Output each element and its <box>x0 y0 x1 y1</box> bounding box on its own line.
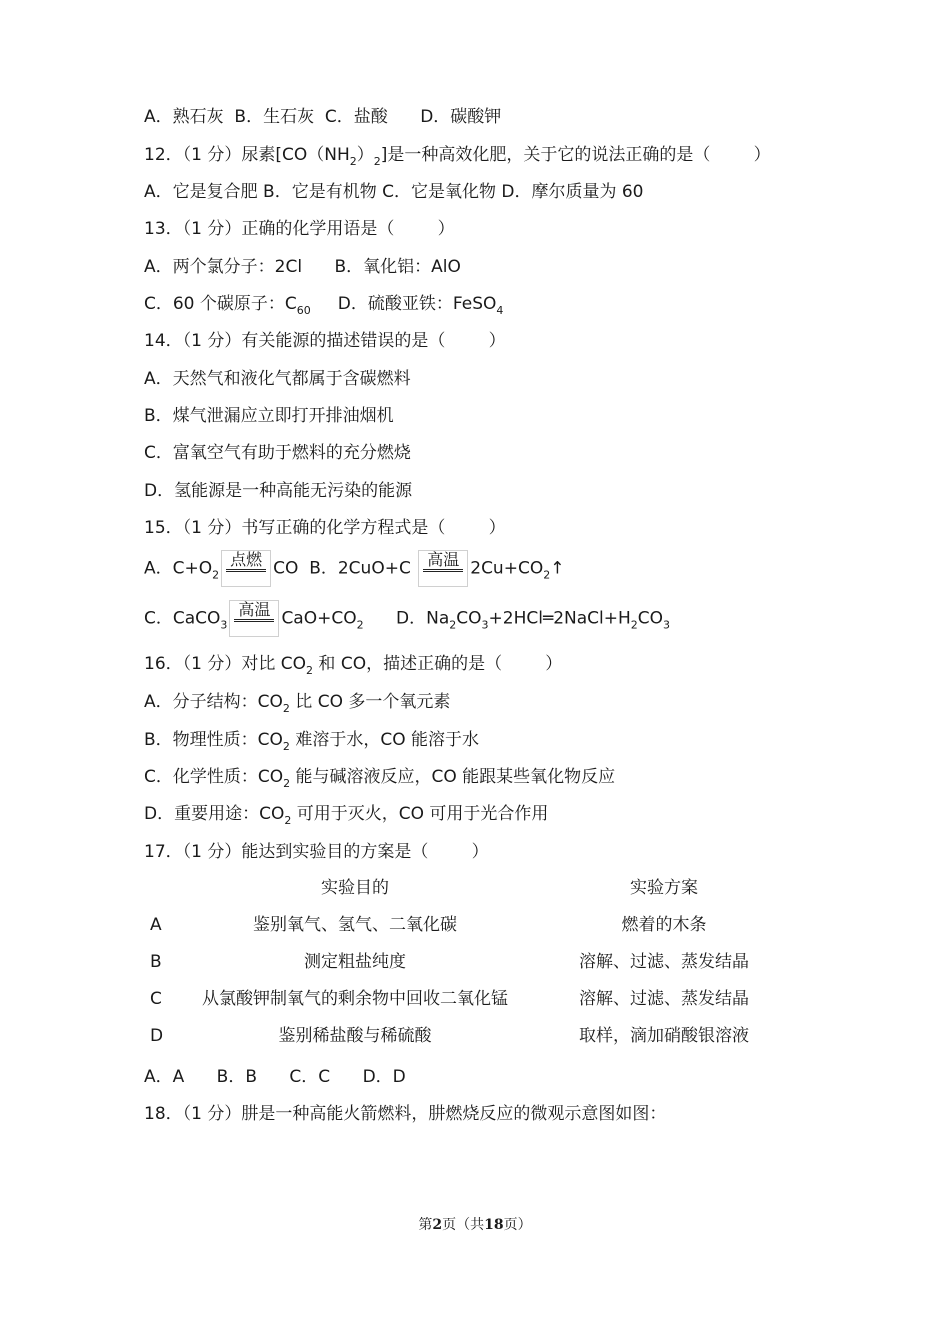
table-row <box>144 1024 804 1061</box>
table-cell: 从氯酸钾制氧气的剩余物中回收二氧化锰 <box>202 989 508 1009</box>
q15-options-ab: A．$C+O_2$ 点燃 CO B．2CuO+C 高温 $2Cu+CO_2↑$ <box>144 550 564 587</box>
table-row <box>144 913 804 950</box>
table-cell: 鉴别氧气、氢气、二氧化碳 <box>253 915 457 935</box>
question-12: 12．（1 分）尿素$[CO(NH_2)_2]$是一种高效化肥，关于它的说法正确的是（ ） <box>144 145 771 168</box>
table-cell: 测定粗盐纯度 <box>304 952 406 972</box>
reaction-condition: 点燃 <box>221 550 271 587</box>
q16-option-d: D．重要用途：$CO_2$ 可用于灭火，CO 可用于光合作用 <box>144 804 549 827</box>
q13-options-ab: A．两个氯分子：2Cl B．氧化铝：AlO <box>144 257 461 277</box>
table-row <box>144 950 804 987</box>
question-17: 17．（1 分）能达到实验目的方案是（ ） <box>144 842 489 862</box>
q14-option-a: A．天然气和液化气都属于含碳燃料 <box>144 369 411 389</box>
q16-option-b: B．物理性质：$CO_2$ 难溶于水，CO 能溶于水 <box>144 730 479 753</box>
q11-options: A．熟石灰 B．生石灰 C．盐酸 D．碳酸钾 <box>144 107 502 127</box>
table-cell: B <box>150 952 162 972</box>
table-header-cell: 实验目的 <box>321 878 389 898</box>
table-cell: 取样，滴加硝酸银溶液 <box>579 1026 749 1046</box>
q16-option-c: C．化学性质：$CO_2$ 能与碱溶液反应，CO 能跟某些氧化物反应 <box>144 767 616 790</box>
table-cell: C <box>150 989 162 1009</box>
table-cell: A <box>150 915 162 935</box>
q14-option-c: C．富氧空气有助于燃料的充分燃烧 <box>144 443 411 463</box>
table-cell: D <box>150 1026 164 1046</box>
table-cell: 鉴别稀盐酸与稀硫酸 <box>278 1026 432 1046</box>
question-14: 14．（1 分）有关能源的描述错误的是（ ） <box>144 331 506 351</box>
q13-options-cd: C．60 个碳原子：$C_{60}$ D．硫酸亚铁：FeSO$_4$ <box>144 294 504 317</box>
question-16: 16．（1 分）对比 $CO_2$ 和 CO，描述正确的是（ ） <box>144 654 563 677</box>
q15-options-cd: C．CaCO$_3$ 高温 $CaO+CO_2$ D．$Na_2CO_3+2HCl═2NaCl+H_2CO_3$ <box>144 600 670 637</box>
question-15: 15．（1 分）书写正确的化学方程式是（ ） <box>144 518 506 538</box>
gas-arrow-icon: ↑ <box>550 558 565 579</box>
question-18: 18．（1 分）肼是一种高能火箭燃料，肼燃烧反应的微观示意图如图： <box>144 1104 667 1124</box>
q17-options: A．A B．B C．C D．D <box>144 1067 406 1087</box>
reaction-condition: 高温 <box>418 550 468 587</box>
q14-option-b: B．煤气泄漏应立即打开排油烟机 <box>144 406 394 426</box>
page-footer: 第2页（共18页） <box>418 1217 532 1233</box>
question-13: 13．（1 分）正确的化学用语是（ ） <box>144 219 455 239</box>
experiment-table <box>144 876 804 1061</box>
table-header-cell: 实验方案 <box>630 878 698 898</box>
table-cell: 溶解、过滤、蒸发结晶 <box>579 989 749 1009</box>
q12-options: A．它是复合肥 B．它是有机物 C．它是氧化物 D．摩尔质量为 60 <box>144 182 644 202</box>
q14-option-d: D．氢能源是一种高能无污染的能源 <box>144 481 413 501</box>
reaction-condition: 高温 <box>229 600 279 637</box>
table-cell: 燃着的木条 <box>621 915 707 935</box>
table-header-row <box>144 876 804 913</box>
q16-option-a: A．分子结构：$CO_2$ 比 CO 多一个氧元素 <box>144 692 451 715</box>
table-cell: 溶解、过滤、蒸发结晶 <box>579 952 749 972</box>
table-row <box>144 987 804 1024</box>
